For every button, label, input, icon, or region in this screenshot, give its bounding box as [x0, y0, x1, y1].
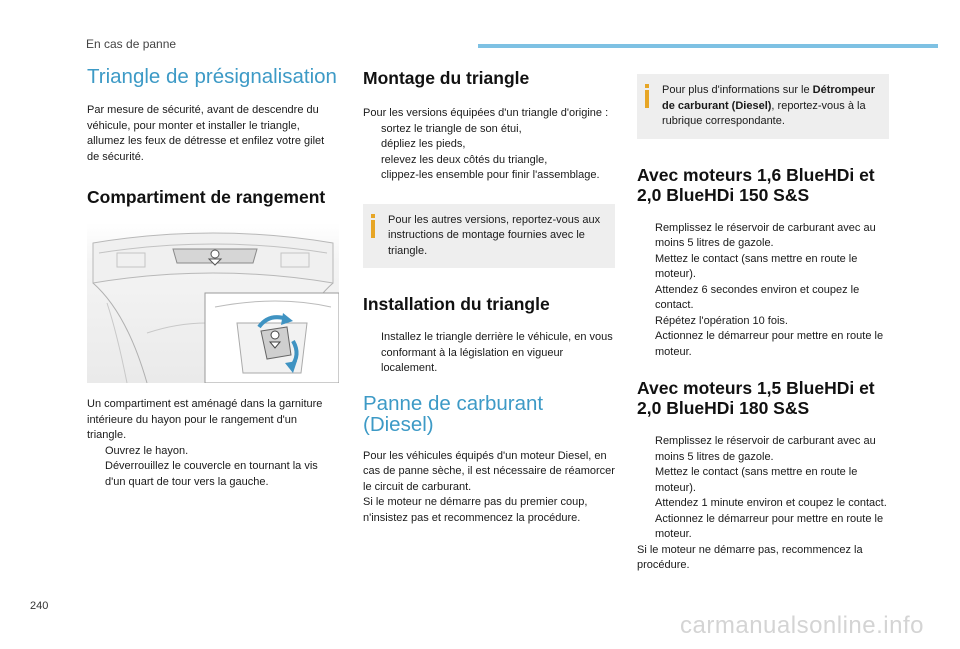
fuel-info-text: Pour plus d'informations sur le Détrompeur de carburant (Diesel), reportez-vous à la rubrique correspondante.	[662, 84, 876, 127]
info-icon	[645, 84, 649, 108]
list-item: Remplissez le réservoir de carburant avec au moins 5 litres de gazole.	[655, 435, 876, 463]
mount-info-text: Pour les autres versions, reportez-vous aux instructions de montage fournies avec le triangle.	[388, 213, 601, 257]
list-item: relevez les deux côtés du triangle,	[381, 153, 548, 166]
fuel-info-box	[637, 74, 889, 139]
list-item: Répétez l'opération 10 fois.	[655, 314, 788, 327]
list-item: Attendez 6 secondes environ et coupez le contact.	[655, 283, 860, 311]
compartment-title: Compartiment de rangement	[87, 187, 326, 207]
list-item: sortez le triangle de son étui,	[381, 122, 522, 135]
list-item: clippez-les ensemble pour finir l'assemblage.	[381, 169, 600, 181]
engine1-steps	[637, 221, 889, 361]
engine2-title: Avec moteurs 1,5 BlueHDi et 2,0 BlueHDi 180 S&S	[637, 378, 875, 418]
list-item: Ouvrez le hayon.	[105, 444, 189, 457]
triangle-title: Triangle de présignalisation	[87, 65, 337, 88]
list-item: Remplissez le réservoir de carburant avec au moins 5 litres de gazole.	[655, 221, 876, 249]
list-item: Attendez 1 minute environ et coupez le contact.	[655, 497, 887, 509]
fuel-title: Panne de carburant (Diesel)	[363, 391, 544, 436]
column-2	[363, 66, 615, 540]
list-item: Déverrouillez le couvercle en tournant la vis d'un quart de tour vers la gauche.	[105, 460, 318, 488]
info-icon	[371, 214, 375, 238]
fuel-text-2: Si le moteur ne démarre pas du premier coup, n'insistez pas et recommencez la procédure.	[363, 496, 588, 524]
mount-info-box	[363, 204, 615, 269]
triangle-intro: Par mesure de sécurité, avant de descendre du véhicule, pour monter et installer le triangle, allumez les feux de détresse et enfilez votre gilet de sécurité.	[87, 104, 325, 163]
header-accent-bar	[478, 44, 938, 48]
engine1-title: Avec moteurs 1,6 BlueHDi et 2,0 BlueHDi 150 S&S	[637, 164, 875, 205]
mount-steps	[363, 122, 615, 184]
compartment-steps	[87, 444, 339, 491]
fuel-text-1: Pour les véhicules équipés d'un moteur Diesel, en cas de panne sèche, il est nécessaire de réamorcer le circuit de carburant.	[363, 449, 615, 493]
watermark: carmanualsonline.info	[680, 612, 924, 639]
list-item: Actionnez le démarreur pour mettre en route le moteur.	[655, 330, 884, 358]
section-header: En cas de panne	[86, 37, 177, 51]
install-title: Installation du triangle	[363, 294, 550, 314]
list-item: Mettez le contact (sans mettre en route le moteur).	[655, 466, 858, 494]
install-steps	[363, 330, 615, 377]
tailgate-compartment-illustration	[87, 223, 339, 383]
engine2-footer: Si le moteur ne démarre pas, recommencez la procédure.	[637, 543, 863, 571]
list-item: Installez le triangle derrière le véhicule, en vous conformant à la législation en vigueur localement.	[381, 331, 613, 374]
list-item: Mettez le contact (sans mettre en route le moteur).	[655, 252, 858, 280]
column-1	[87, 66, 339, 504]
engine2-steps	[637, 434, 889, 543]
column-3	[637, 66, 889, 588]
compartment-text: Un compartiment est aménagé dans la garniture intérieure du hayon pour le rangement d'un triangle.	[87, 398, 323, 441]
mount-intro: Pour les versions équipées d'un triangle d'origine :	[363, 107, 609, 119]
list-item: Actionnez le démarreur pour mettre en route le moteur.	[655, 512, 884, 540]
page-number: 240	[30, 600, 49, 612]
mount-title: Montage du triangle	[363, 68, 530, 88]
list-item: dépliez les pieds,	[381, 138, 466, 150]
